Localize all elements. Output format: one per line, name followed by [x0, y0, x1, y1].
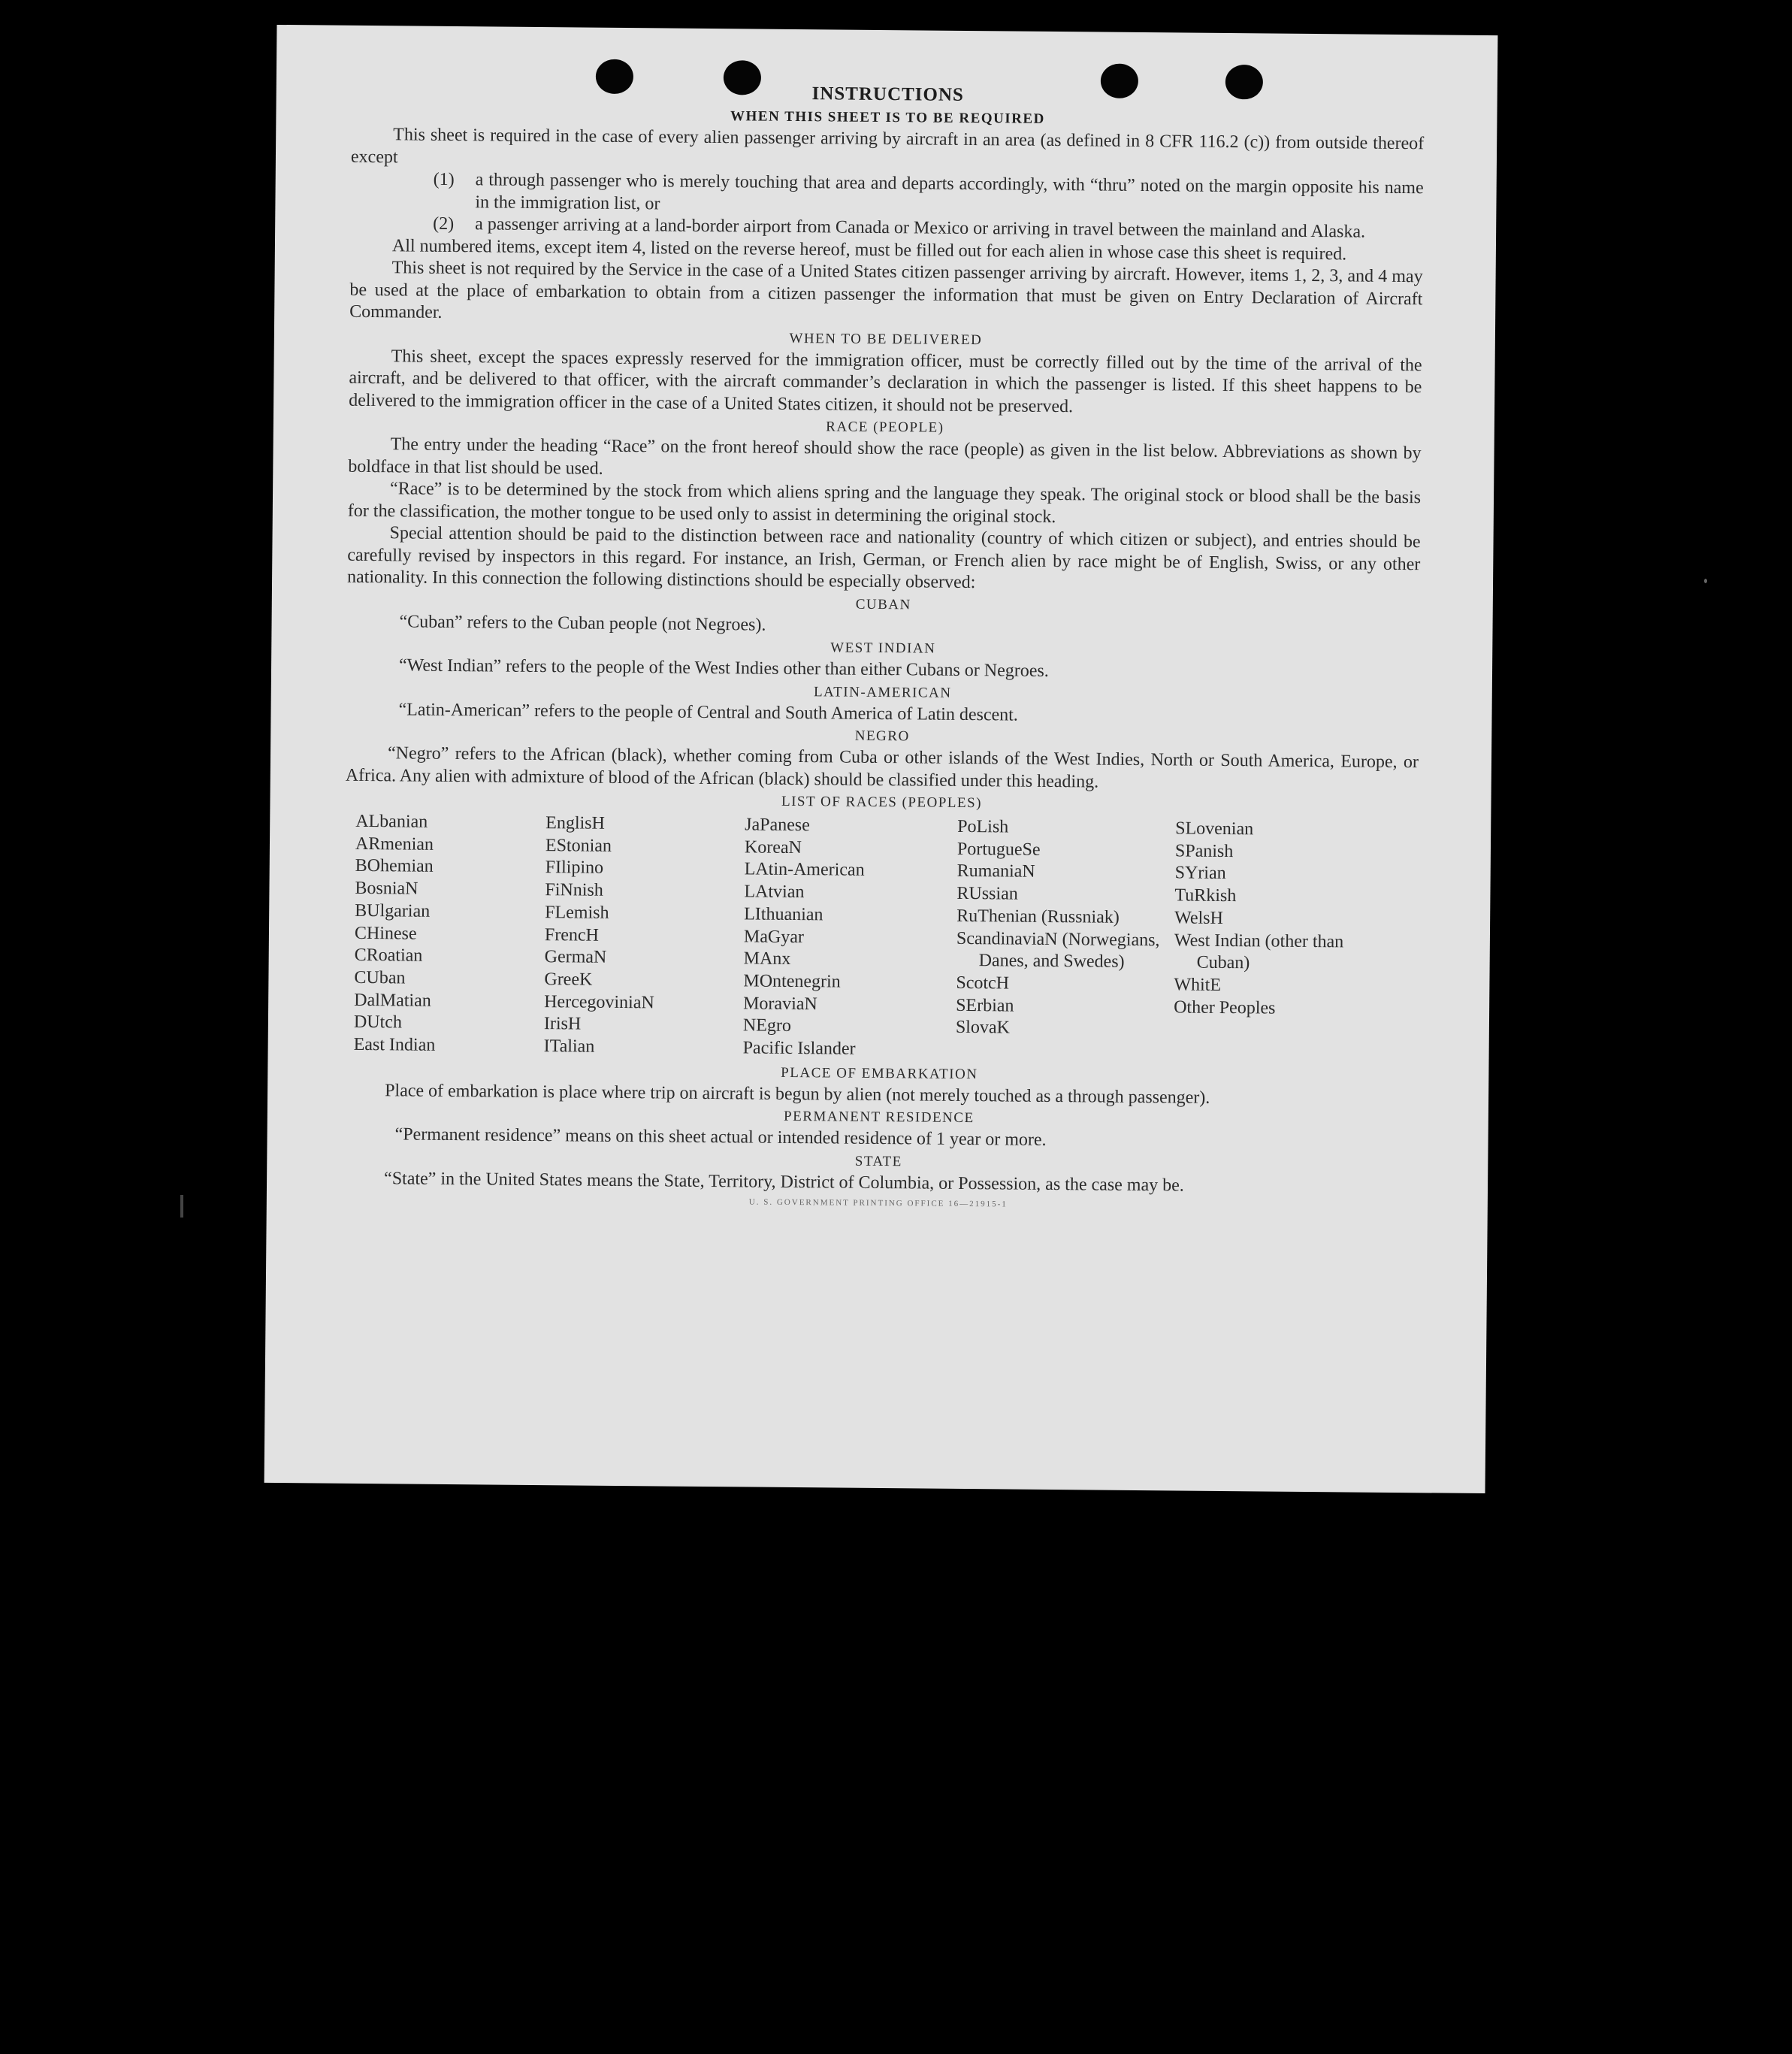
race-list-item: CHinese — [354, 923, 417, 944]
race-list-item: FLemish — [545, 902, 609, 923]
section-heading-permanent-residence: PERMANENT RESIDENCE — [783, 1109, 975, 1127]
race-list-item: East Indian — [353, 1034, 436, 1055]
race-list-item: DalMatian — [354, 990, 431, 1011]
race-list-item: TuRkish — [1174, 885, 1237, 906]
race-list-item: Pacific Islander — [742, 1038, 856, 1059]
race-list-item: MoraviaN — [743, 994, 817, 1014]
list-item-number: (1) — [433, 169, 455, 190]
race-list-item: LAtin-American — [744, 859, 865, 881]
race-list-item: RuThenian (Russniak) — [956, 906, 1120, 927]
document-sheet — [264, 25, 1498, 1493]
film-speck — [1704, 579, 1707, 583]
document-title: INSTRUCTIONS — [811, 83, 965, 105]
race-list-item: RumaniaN — [956, 861, 1035, 882]
race-list-item: RUssian — [956, 883, 1018, 904]
race-list-item: NEgro — [742, 1015, 791, 1036]
race-list-item: BOhemian — [355, 856, 434, 877]
paragraph-race-distinction: Special attention should be paid to the distinction between race and nationality (country of which citizen or subject), and entries should be carefully revised by inspectors in this regard. For instance, an Irish, German, or French alien by race might be of English, Swiss, or any other nationality. In this connection the following distinctions should be especially observed: — [346, 523, 1421, 593]
race-list-item: CRoatian — [354, 945, 423, 966]
race-column — [544, 812, 745, 1060]
paragraph-race-definition: “Race” is to be determined by the stock from which aliens spring and the language they speak. The original stock or blood shall be the basis for the classification, the mother tongue to be used only to assist in determining the original stock. — [347, 479, 1422, 527]
race-list-item: GreeK — [544, 970, 593, 990]
race-list-item: KoreaN — [744, 837, 802, 858]
race-list-item: HercegoviniaN — [544, 991, 654, 1013]
section-heading-when-required: WHEN THIS SHEET IS TO BE REQUIRED — [730, 108, 1045, 127]
section-heading-place-of-embarkation: PLACE OF EMBARKATION — [781, 1064, 978, 1082]
paragraph-citizen: This sheet is not required by the Service in the case of a United States citizen passenger arriving by aircraft. However, items 1, 2, 3, and 4 may be used at the place of embarkation to obtain from a citizen passenger the information that must be given on Entry Declaration of Aircraft Commander. — [349, 258, 1423, 322]
race-list-item: MOntenegrin — [743, 971, 841, 992]
film-scratch — [180, 1195, 183, 1218]
paragraph-west-indian: “West Indian” refers to the people of the West Indies other than either Cubans or Negroes. — [398, 655, 1049, 681]
printing-office-footer: U. S. GOVERNMENT PRINTING OFFICE 16—21915-1 — [748, 1197, 1008, 1209]
section-heading-latin-american: LATIN-AMERICAN — [813, 683, 952, 701]
race-list-item: WelsH — [1174, 908, 1224, 928]
section-heading-negro: NEGRO — [854, 728, 910, 745]
race-list-item: SlovaK — [955, 1018, 1010, 1038]
paragraph-latin-american: “Latin-American” refers to the people of Central and South America of Latin descent. — [398, 699, 1018, 725]
race-column — [354, 811, 546, 1058]
paragraph-negro: “Negro” refers to the African (black), whether coming from Cuba or other islands of the West Indies, North or South America, Europe, or Africa. Any alien with admixture of blood of the African (black) should be classified under this heading. — [345, 743, 1419, 792]
race-list-item: EStonian — [545, 835, 612, 856]
race-list-item: ScotcH — [956, 973, 1010, 994]
race-list-item: MaGyar — [743, 926, 805, 947]
paragraph-numbered-items: All numbered items, except item 4, listed on the reverse hereof, must be filled out for each alien in whose case this sheet is required. — [391, 235, 1347, 264]
paragraph-delivery: This sheet, except the spaces expressly reserved for the immigration officer, must be correctly filled out by the time of the arrival of the aircraft, and be delivered to that officer, with the aircraft commander’s declaration in which the passenger is listed. If this sheet happens to be delivered to the immigration officer in the case of a United States citizen, it should not be preserved. — [349, 346, 1422, 416]
race-list-item: ARmenian — [355, 833, 434, 855]
race-list-item: ScandinaviaN (Norwegians, Danes, and Swedes) — [956, 928, 1160, 973]
race-list-item: FIlipino — [545, 858, 604, 879]
race-list-item: FiNnish — [545, 880, 603, 900]
race-column — [1173, 818, 1370, 1065]
race-list-item: WhitE — [1174, 975, 1222, 995]
race-column — [955, 816, 1175, 1063]
paragraph-intro: This sheet is required in the case of every alien passenger arriving by aircraft in an area (as defined in 8 CFR 116.2 (c)) from outside thereof except — [350, 125, 1425, 167]
list-item-text: a passenger arriving at a land-border airport from Canada or Mexico or arriving in travel between the mainland and Alaska. — [475, 214, 1366, 242]
document-content — [342, 80, 1425, 1213]
race-list-item: Other Peoples — [1174, 997, 1276, 1018]
race-list-item: DUtch — [353, 1012, 403, 1033]
section-heading-state: STATE — [854, 1153, 902, 1170]
race-list-item: SPanish — [1174, 841, 1234, 861]
race-list-item: JaPanese — [745, 815, 810, 836]
race-list-item: PortugueSe — [956, 839, 1041, 860]
race-list-item: SLovenian — [1175, 818, 1254, 839]
section-heading-west-indian: WEST INDIAN — [830, 640, 936, 657]
race-list-item: BUlgarian — [355, 900, 431, 921]
paragraph-place-of-embarkation: Place of embarkation is place where trip on aircraft is begun by alien (not merely touched as a through passenger). — [385, 1080, 1210, 1108]
race-list-item: FrencH — [544, 924, 600, 945]
race-list-item: West Indian (other than Cuban) — [1174, 930, 1344, 973]
section-heading-race: RACE (PEOPLE) — [826, 419, 944, 436]
race-list-item: BosniaN — [355, 879, 419, 899]
race-list-item: CUban — [354, 967, 406, 988]
race-list-item: GermaN — [544, 947, 607, 968]
race-list-item: SYrian — [1174, 863, 1226, 884]
paragraph-permanent-residence: “Permanent residence” means on this sheet actual or intended residence of 1 year or more. — [394, 1124, 1047, 1151]
race-list-item: SErbian — [956, 995, 1014, 1016]
paragraph-state: “State” in the United States means the State, Territory, District of Columbia, or Possession, as the case may be. — [383, 1168, 1184, 1196]
race-list — [354, 811, 1419, 1066]
race-list-item: IrisH — [543, 1014, 582, 1034]
section-heading-cuban: CUBAN — [855, 596, 911, 613]
race-list-item: EnglisH — [545, 813, 606, 833]
race-list-item: LAtvian — [744, 882, 805, 903]
paragraph-cuban: “Cuban” refers to the Cuban people (not Negroes). — [399, 611, 766, 635]
list-item-text: a through passenger who is merely touching that area and departs accordingly, with “thru” noted on the margin opposite his name in the immigration list, or — [475, 170, 1424, 213]
race-list-item: PoLish — [957, 816, 1009, 837]
race-column — [743, 814, 958, 1061]
paragraph-race-entry: The entry under the heading “Race” on the front hereof should show the race (people) as given in the list below. Abbreviations as shown by boldface in that list should be used. — [348, 434, 1422, 479]
race-list-item: ITalian — [543, 1036, 595, 1057]
section-heading-list-of-races: LIST OF RACES (PEOPLES) — [781, 793, 983, 812]
race-list-item: ALbanian — [355, 811, 428, 832]
list-item-number: (2) — [433, 213, 455, 234]
race-list-item: LIthuanian — [744, 904, 823, 925]
section-heading-when-delivered: WHEN TO BE DELIVERED — [789, 330, 983, 348]
race-list-item: MAnx — [743, 948, 791, 970]
